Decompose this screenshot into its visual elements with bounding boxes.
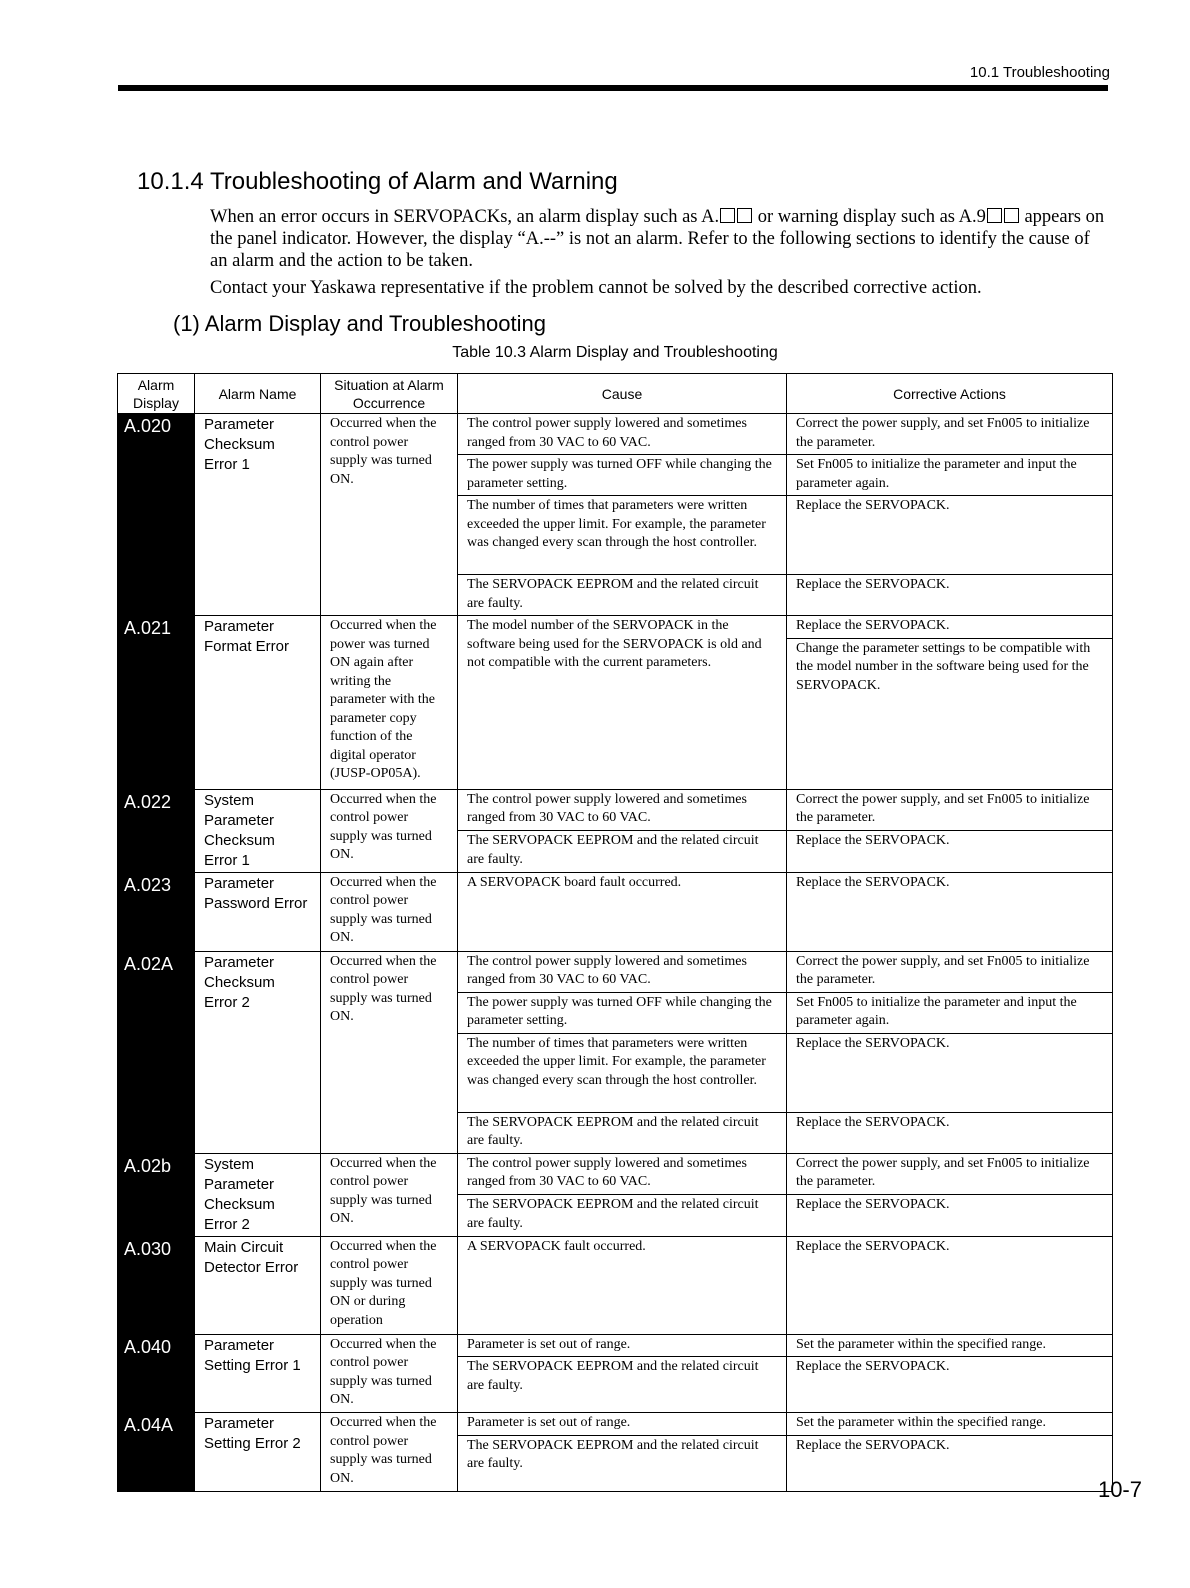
table-row [118,1153,1113,1195]
alarm-cause: The SERVOPACK EEPROM and the related circuit are faulty. [458,575,787,616]
alarm-code: A.022 [118,789,195,872]
placeholder-box-icon [720,208,735,223]
alarm-name: System Parameter Checksum Error 1 [195,789,321,872]
intro-text [210,206,1105,304]
alarm-action: Set Fn005 to initialize the parameter and input the parameter again. [787,992,1113,1033]
table-row [118,1236,1113,1334]
alarm-cause: The control power supply lowered and sometimes ranged from 30 VAC to 60 VAC. [458,951,787,992]
intro-p1-part-a: When an error occurs in SERVOPACKs, an alarm display such as A. [210,207,720,227]
alarm-situation: Occurred when the control power supply was turned ON. [321,414,458,616]
alarm-action: Replace the SERVOPACK. [787,1357,1113,1413]
alarm-action: Replace the SERVOPACK. [787,872,1113,951]
alarm-situation: Occurred when the control power supply was turned ON or during operation [321,1236,458,1334]
alarm-cause: The model number of the SERVOPACK in the software being used for the SERVOPACK is old and not compatible with the current parameters. [458,616,787,790]
alarm-action: Replace the SERVOPACK. [787,1435,1113,1491]
table-header-row [118,374,1113,414]
alarm-cause: The SERVOPACK EEPROM and the related circuit are faulty. [458,1195,787,1237]
table-row [118,1334,1113,1357]
alarm-cause: The power supply was turned OFF while changing the parameter setting. [458,992,787,1033]
alarm-cause: The SERVOPACK EEPROM and the related circuit are faulty. [458,831,787,873]
alarm-action: Correct the power supply, and set Fn005 to initialize the parameter. [787,414,1113,455]
intro-paragraph-1 [210,206,1105,272]
table-row [118,789,1113,831]
page-number: 10-7 [1097,1477,1142,1502]
alarm-cause: The SERVOPACK EEPROM and the related circuit are faulty. [458,1435,787,1491]
placeholder-box-icon [987,208,1002,223]
alarm-cause: The number of times that parameters were written exceeded the upper limit. For example, the parameter was changed every scan through the host controller. [458,1033,787,1112]
alarm-table [117,373,1113,1492]
alarm-cause: The number of times that parameters were written exceeded the upper limit. For example, the parameter was changed every scan through the host controller. [458,496,787,575]
alarm-name: Parameter Password Error [195,872,321,951]
alarm-action: Replace the SERVOPACK. [787,1112,1113,1153]
header-situation: Situation at Alarm Occurrence [321,374,458,414]
alarm-name: System Parameter Checksum Error 2 [195,1153,321,1236]
placeholder-box-icon [1004,208,1019,223]
alarm-action: Replace the SERVOPACK. [787,1033,1113,1112]
alarm-cause: Parameter is set out of range. [458,1334,787,1357]
alarm-code: A.04A [118,1413,195,1492]
alarm-name: Parameter Checksum Error 2 [195,951,321,1153]
alarm-code: A.02A [118,951,195,1153]
alarm-code: A.040 [118,1334,195,1413]
table-row [118,616,1113,639]
alarm-code: A.021 [118,616,195,790]
alarm-action: Replace the SERVOPACK. [787,1236,1113,1334]
alarm-cause: The control power supply lowered and sometimes ranged from 30 VAC to 60 VAC. [458,789,787,831]
table-row [118,1413,1113,1436]
table-row [118,951,1113,992]
alarm-cause: The control power supply lowered and sometimes ranged from 30 VAC to 60 VAC. [458,414,787,455]
alarm-cause: The SERVOPACK EEPROM and the related circuit are faulty. [458,1357,787,1413]
alarm-action: Set the parameter within the specified range. [787,1334,1113,1357]
alarm-action: Replace the SERVOPACK. [787,616,1113,639]
alarm-action: Replace the SERVOPACK. [787,831,1113,873]
alarm-action: Correct the power supply, and set Fn005 to initialize the parameter. [787,1153,1113,1195]
placeholder-box-icon [737,208,752,223]
alarm-code: A.030 [118,1236,195,1334]
alarm-cause: A SERVOPACK board fault occurred. [458,872,787,951]
alarm-action: Correct the power supply, and set Fn005 to initialize the parameter. [787,951,1113,992]
alarm-code: A.020 [118,414,195,616]
alarm-action: Set the parameter within the specified range. [787,1413,1113,1436]
alarm-action: Correct the power supply, and set Fn005 to initialize the parameter. [787,789,1113,831]
alarm-name: Parameter Checksum Error 1 [195,414,321,616]
alarm-action: Replace the SERVOPACK. [787,575,1113,616]
alarm-action: Change the parameter settings to be compatible with the model number in the software being used for the SERVOPACK. [787,638,1113,789]
header-rule [118,85,1108,91]
alarm-action: Replace the SERVOPACK. [787,496,1113,575]
alarm-name: Parameter Setting Error 1 [195,1334,321,1413]
header-cause: Cause [458,374,787,414]
alarm-action: Replace the SERVOPACK. [787,1195,1113,1237]
header-alarm-name: Alarm Name [195,374,321,414]
alarm-cause: The control power supply lowered and sometimes ranged from 30 VAC to 60 VAC. [458,1153,787,1195]
alarm-situation: Occurred when the control power supply was turned ON. [321,789,458,872]
intro-p1-part-b: or warning display such as A.9 [753,207,986,227]
alarm-code: A.02b [118,1153,195,1236]
section-title: 10.1.4 Troubleshooting of Alarm and Warning [137,168,618,195]
alarm-situation: Occurred when the power was turned ON again after writing the parameter with the parameter copy function of the digital operator (JUSP-OP05A). [321,616,458,790]
table-row [118,872,1113,951]
alarm-situation: Occurred when the control power supply was turned ON. [321,1334,458,1413]
intro-paragraph-2: Contact your Yaskawa representative if the problem cannot be solved by the described corrective action. [210,278,982,298]
alarm-cause: Parameter is set out of range. [458,1413,787,1436]
table-caption: Table 10.3 Alarm Display and Troubleshooting [452,344,778,361]
alarm-cause: The power supply was turned OFF while changing the parameter setting. [458,455,787,496]
alarm-situation: Occurred when the control power supply was turned ON. [321,1413,458,1492]
table-row [118,414,1113,455]
alarm-situation: Occurred when the control power supply was turned ON. [321,951,458,1153]
intro-p1-part-c: appears on the panel indicator. However, the display “A.--” is not an alarm. Refer to the following sections to identify the cause of an alarm and the action to be taken. [210,207,1105,271]
alarm-code: A.023 [118,872,195,951]
alarm-cause: The SERVOPACK EEPROM and the related circuit are faulty. [458,1112,787,1153]
alarm-action: Set Fn005 to initialize the parameter and input the parameter again. [787,455,1113,496]
alarm-name: Parameter Setting Error 2 [195,1413,321,1492]
header-corrective-actions: Corrective Actions [787,374,1113,414]
header-alarm-display: Alarm Display [118,374,195,414]
alarm-situation: Occurred when the control power supply was turned ON. [321,1153,458,1236]
running-header: 10.1 Troubleshooting [969,64,1110,81]
alarm-situation: Occurred when the control power supply was turned ON. [321,872,458,951]
alarm-name: Parameter Format Error [195,616,321,790]
subsection-title: (1) Alarm Display and Troubleshooting [173,311,546,336]
alarm-name: Main Circuit Detector Error [195,1236,321,1334]
alarm-cause: A SERVOPACK fault occurred. [458,1236,787,1334]
